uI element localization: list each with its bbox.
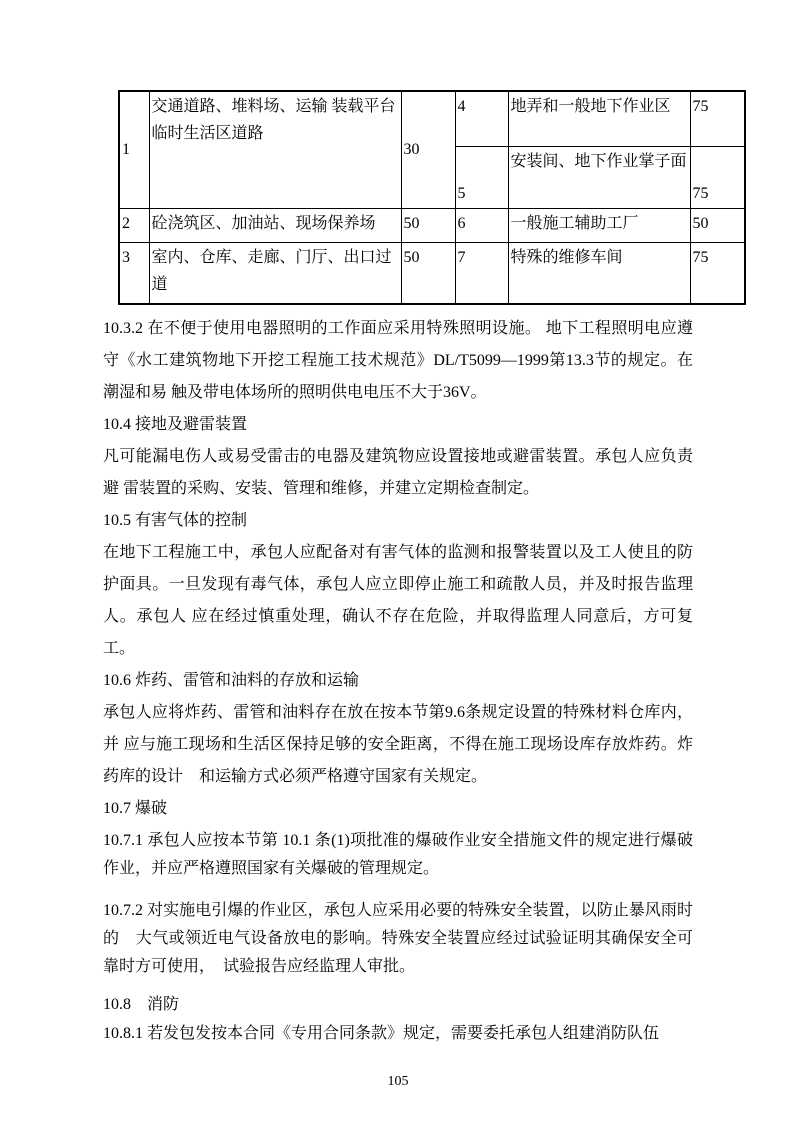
table-cell-left-val-1: 30 <box>401 91 455 208</box>
heading-10-6: 10.6 炸药、雷管和油料的存放和运输 <box>103 672 360 689</box>
para-10-8-1: 10.8.1 若发包发按本合同《专用合同条款》规定，需要委托承包人组建消防队伍 <box>103 1025 660 1042</box>
lighting-standards-table <box>118 90 746 305</box>
table-cell-right-num-6: 6 <box>455 208 508 242</box>
heading-10-7: 10.7 爆破 <box>103 800 168 817</box>
table-cell-right-val-5: 75 <box>690 146 745 208</box>
table-cell-left-desc-2: 砼浇筑区、加油站、现场保养场 <box>149 208 401 242</box>
table-cell-right-val-6: 50 <box>690 208 745 242</box>
table-cell-left-num-3: 3 <box>119 242 149 304</box>
table-row <box>119 91 745 146</box>
para-10-7-1: 10.7.1 承包人应按本节第 10.1 条(1)项批准的爆破作业安全措施文件的规定进行爆破 作业，并应严格遵照国家有关爆破的管理规定。 <box>103 832 693 877</box>
para-10-6: 承包人应将炸药、雷管和油料存在放在按本节第9.6条规定设置的特殊材料仓库内，并 应与施工现场和生活区保持足够的安全距离，不得在施工现场设库存放炸药。炸药库的设计 和运输方式必须严格遵守国家有关规定。 <box>103 704 693 785</box>
table-cell-left-num-1: 1 <box>119 91 149 208</box>
heading-10-4: 10.4 接地及避雷装置 <box>103 416 248 433</box>
table-row <box>119 208 745 242</box>
heading-10-8: 10.8 消防 <box>103 996 180 1013</box>
table-cell-right-desc-7: 特殊的维修车间 <box>508 242 690 304</box>
para-10-4: 凡可能漏电伤人或易受雷击的电器及建筑物应设置接地或避雷装置。承包人应负责避 雷装置的采购、安装、管理和维修，并建立定期检查制定。 <box>103 448 693 497</box>
para-10-7-2: 10.7.2 对实施电引爆的作业区，承包人应采用必要的特殊安全装置，以防止暴风雨时的 大气或领近电气设备放电的影响。特殊安全装置应经过试验证明其确保安全可靠时方可使用， 试验报告应经监理人审批。 <box>103 902 693 975</box>
table-cell-left-desc-1: 交通道路、堆料场、运输 装载平台临时生活区道路 <box>149 91 401 208</box>
table-cell-right-desc-6: 一般施工辅助工厂 <box>508 208 690 242</box>
para-10-5: 在地下工程施工中，承包人应配备对有害气体的监测和报警装置以及工人使且的防护面具。一旦发现有毒气体，承包人应立即停止施工和疏散人员，并及时报告监理人。承包人 应在经过慎重处理，确认不存在危险，并取得监理人同意后，方可复工。 <box>103 544 693 657</box>
table-cell-right-val-4: 75 <box>690 91 745 146</box>
table-cell-right-num-7: 7 <box>455 242 508 304</box>
table-cell-left-val-3: 50 <box>401 242 455 304</box>
heading-10-5: 10.5 有害气体的控制 <box>103 512 248 529</box>
page-number: 105 <box>387 1074 409 1089</box>
para-10-3-2: 10.3.2 在不便于使用电器照明的工作面应采用特殊照明设施。 地下工程照明电应遵守《水工建筑物地下开挖工程施工技术规范》DL/T5099—1999第13.3节的规定。在潮湿和易 触及带电体场所的照明供电电压不大于36V。 <box>103 320 693 401</box>
table-cell-right-val-7: 75 <box>690 242 745 304</box>
table-cell-right-desc-4: 地弄和一般地下作业区 <box>508 91 690 146</box>
table-cell-left-num-2: 2 <box>119 208 149 242</box>
table-cell-right-desc-5: 安装间、地下作业掌子面 <box>508 146 690 208</box>
table-cell-left-desc-3: 室内、仓库、走廊、门厅、出口过道 <box>149 242 401 304</box>
table-cell-left-val-2: 50 <box>401 208 455 242</box>
table-cell-right-num-4: 4 <box>455 91 508 146</box>
table-cell-right-num-5: 5 <box>455 146 508 208</box>
table-row <box>119 242 745 304</box>
